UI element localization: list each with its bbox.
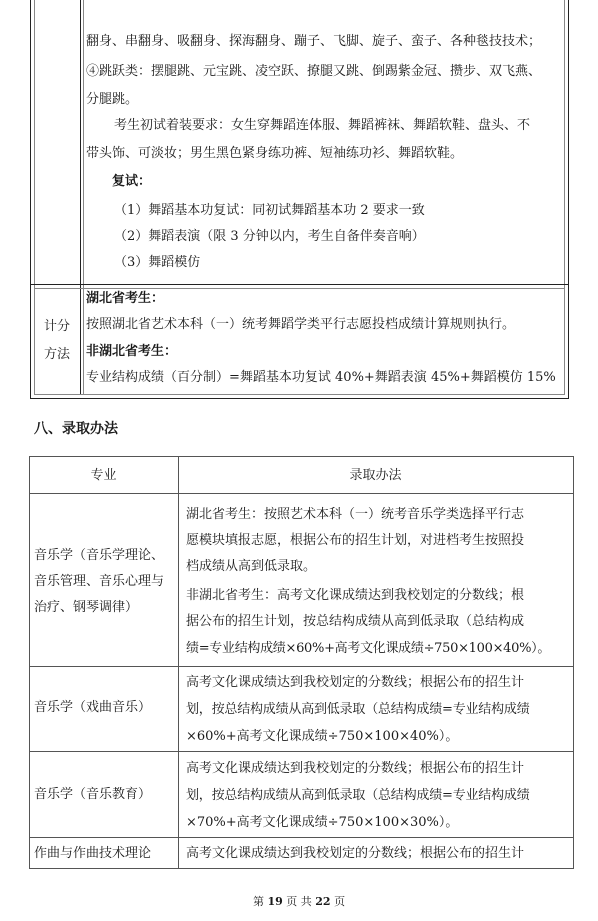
skill-line: 翻身、串翻身、吸翻身、探海翻身、蹦子、飞脚、旋子、蛮子、各种毯技技术； [86, 34, 542, 49]
method-line: 绩=专业结构成绩×60%+高考文化课成绩÷750×100×40%）。 [186, 641, 551, 656]
major-cell: 音乐学（音乐学理论、 [34, 548, 165, 563]
skill-line: ④跳跃类：摆腿跳、元宝跳、凌空跃、撩腿又跳、倒踢紫金冠、攒步、双飞燕、 [86, 64, 542, 79]
footer-middle: 页 共 [286, 895, 312, 908]
method-line: 湖北省考生：按照艺术本科（一）统考音乐学类选择平行志 [186, 507, 525, 522]
method-line: 愿模块填报志愿，根据公布的招生计划，对进档考生按照投 [186, 533, 525, 548]
scoring-label: 方法 [43, 347, 70, 362]
page-footer [0, 895, 598, 909]
skill-line: 分腿跳。 [86, 92, 139, 107]
method-line: 划，按总结构成绩从高到低录取（总结构成绩=专业结构成绩 [186, 788, 530, 803]
major-cell: 治疗、钢琴调律） [34, 600, 139, 615]
scoring-label: 计分 [43, 319, 70, 334]
retest-item: （3）舞蹈模仿 [114, 255, 201, 270]
footer-suffix: 页 [334, 895, 346, 908]
nonhubei-text: 专业结构成绩（百分制）=舞蹈基本功复试 40%+舞蹈表演 45%+舞蹈模仿 15% [86, 370, 556, 385]
method-line: ×70%+高考文化课成绩÷750×100×30%）。 [186, 815, 459, 830]
retest-heading: 复试： [112, 174, 152, 189]
page-number: 19 [267, 895, 283, 908]
attire-line: 考生初试着装要求：女生穿舞蹈连体服、舞蹈裤袜、舞蹈软鞋、盘头、不 [114, 118, 531, 133]
method-line: 高考文化课成绩达到我校划定的分数线；根据公布的招生计 [186, 675, 525, 690]
method-line: 档成绩从高到低录取。 [186, 559, 317, 574]
major-cell: 音乐学（戏曲音乐） [34, 700, 152, 715]
attire-line: 带头饰、可淡妆；男生黑色紧身练功裤、短袖练功衫、舞蹈软鞋。 [86, 146, 464, 161]
header-major: 专业 [90, 468, 117, 483]
method-line: 非湖北省考生：高考文化课成绩达到我校划定的分数线；根 [186, 588, 525, 603]
hubei-heading: 湖北省考生： [86, 291, 165, 306]
retest-item: （1）舞蹈基本功复试：同初试舞蹈基本功 2 要求一致 [114, 203, 425, 218]
major-cell: 音乐管理、音乐心理与 [34, 574, 165, 589]
page-total: 22 [315, 895, 331, 908]
footer-prefix: 第 [252, 895, 264, 908]
section-title: 八、录取办法 [34, 421, 118, 437]
header-method: 录取办法 [349, 468, 402, 483]
hubei-text: 按照湖北省艺术本科（一）统考舞蹈学类平行志愿投档成绩计算规则执行。 [86, 317, 516, 332]
major-cell: 音乐学（音乐教育） [34, 787, 152, 802]
retest-item: （2）舞蹈表演（限 3 分钟以内，考生自备伴奏音响） [114, 229, 425, 244]
method-line: ×60%+高考文化课成绩÷750×100×40%）。 [186, 729, 459, 744]
method-line: 据公布的招生计划，按总结构成绩从高到低录取（总结构成 [186, 614, 525, 629]
method-line: 高考文化课成绩达到我校划定的分数线；根据公布的招生计 [186, 761, 525, 776]
nonhubei-heading: 非湖北省考生： [86, 344, 178, 359]
major-cell: 作曲与作曲技术理论 [34, 846, 152, 861]
method-line: 高考文化课成绩达到我校划定的分数线；根据公布的招生计 [186, 846, 525, 861]
method-line: 划，按总结构成绩从高到低录取（总结构成绩=专业结构成绩 [186, 702, 530, 717]
